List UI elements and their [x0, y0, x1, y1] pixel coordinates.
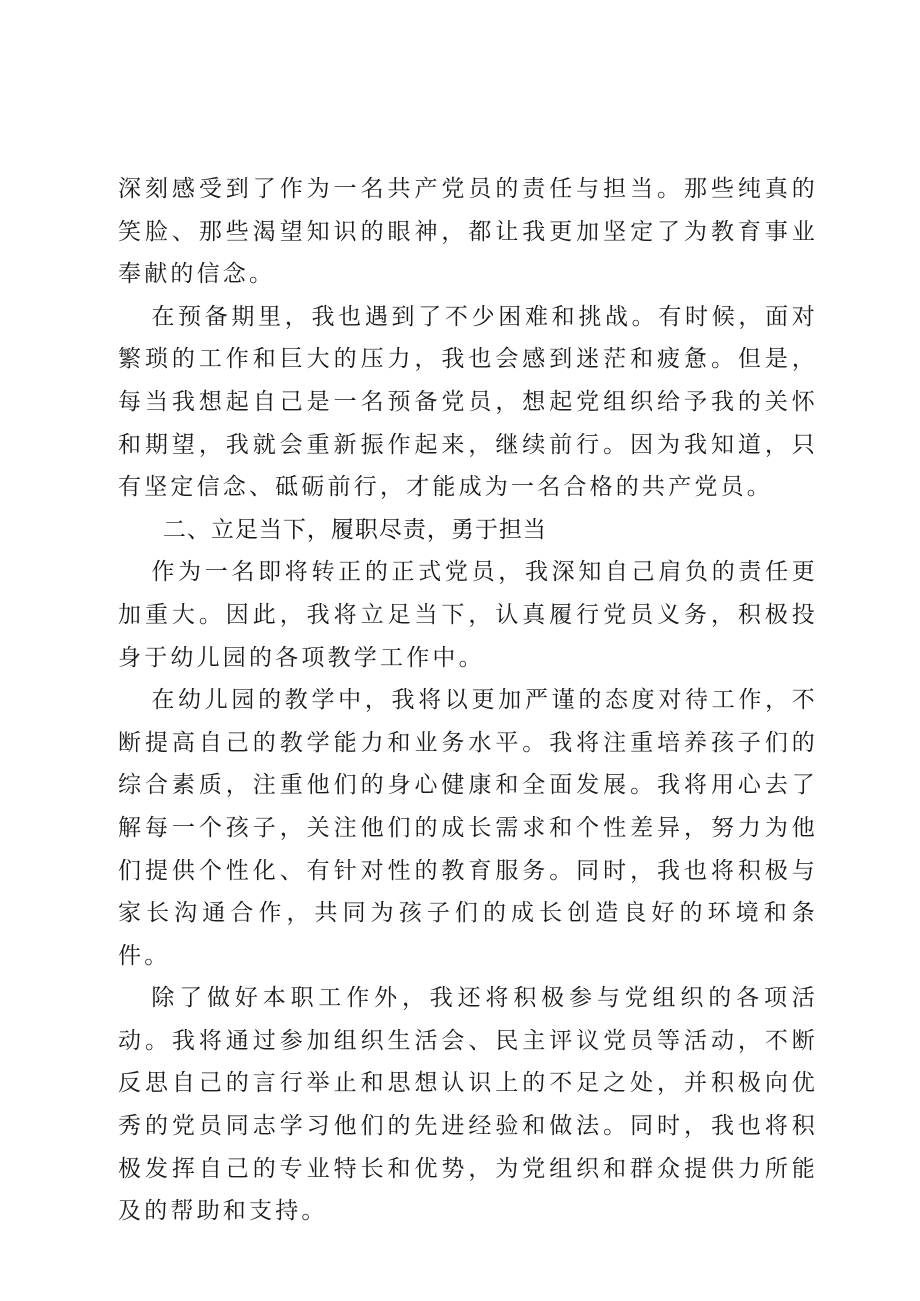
paragraph-party-activities: 除了做好本职工作外，我还将积极参与党组织的各项活动。我将通过参加组织生活会、民主评议党员等活动，不断反思自己的言行举止和思想认识上的不足之处，并积极向优秀的党员同志学习他们的先进经验和做法。同时，我也将积极发挥自己的专业特长和优势，为党组织和群众提供力所能及的帮助和支持。: [118, 985, 818, 1225]
section-heading: 二、立足当下，履职尽责，勇于担当: [162, 516, 547, 543]
paragraph-continued: 深刻感受到了作为一名共产党员的责任与担当。那些纯真的笑脸、那些渴望知识的眼神，都让我更加坚定了为教育事业奉献的信念。: [118, 176, 818, 288]
paragraph-preparatory-period: 在预备期里，我也遇到了不少困难和挑战。有时候，面对繁琐的工作和巨大的压力，我也会感到迷茫和疲惫。但是，每当我想起自己是一名预备党员，想起党组织给予我的关怀和期望，我就会重新振作起来，继续前行。因为我知道，只有坚定信念、砥砺前行，才能成为一名合格的共产党员。: [118, 303, 818, 501]
paragraph-formal-member: 作为一名即将转正的正式党员，我深知自己肩负的责任更加重大。因此，我将立足当下，认真履行党员义务，积极投身于幼儿园的各项教学工作中。: [118, 559, 818, 671]
paragraph-teaching: 在幼儿园的教学中，我将以更加严谨的态度对待工作，不断提高自己的教学能力和业务水平。我将注重培养孩子们的综合素质，注重他们的身心健康和全面发展。我将用心去了解每一个孩子，关注他们的成长需求和个性差异，努力为他们提供个性化、有针对性的教育服务。同时，我也将积极与家长沟通合作，共同为孩子们的成长创造良好的环境和条件。: [118, 687, 818, 969]
document-body: [118, 168, 818, 1233]
